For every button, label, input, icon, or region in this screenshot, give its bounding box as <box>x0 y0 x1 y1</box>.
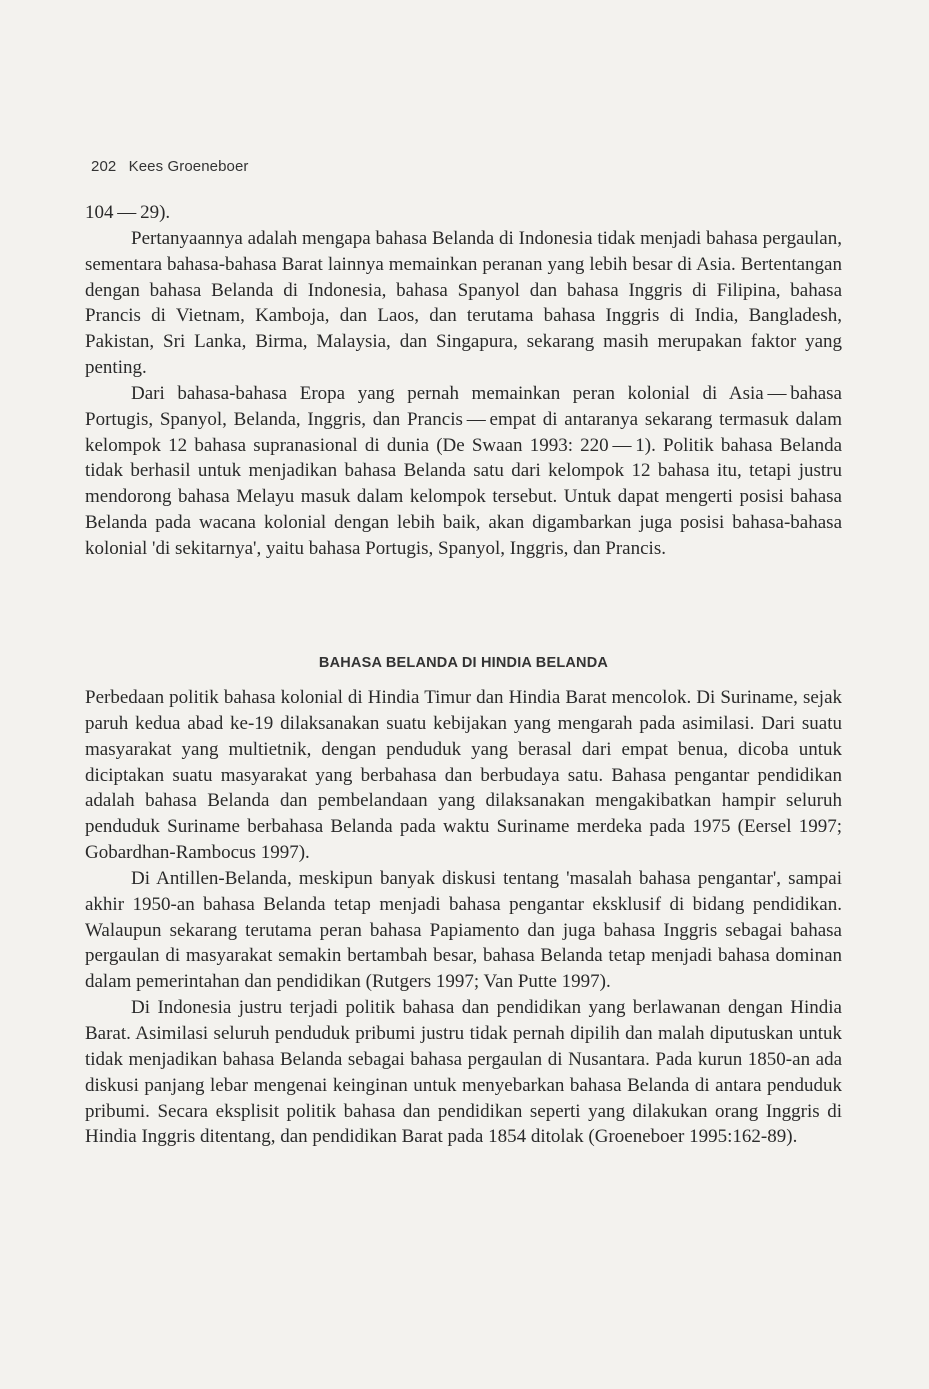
paragraph: Di Antillen-Belanda, meskipun banyak diskusi tentang 'masalah bahasa pengantar', sampai akhir 1950-an bahasa Belanda tetap menjadi bahasa pengantar eksklusif di bidang pendidikan. Walaupun sekarang terutama peran bahasa Papiamento dan juga bahasa Inggris sebagai bahasa pergaulan di masyarakat semakin bertambah besar, bahasa Belanda tetap menjadi bahasa dominan dalam pemerintahan dan pendidikan (Rutgers 1997; Van Putte 1997). <box>85 867 842 993</box>
paragraph: Dari bahasa-bahasa Eropa yang pernah memainkan peran kolonial di Asia — bahasa Portugis, Spanyol, Belanda, Inggris, dan Prancis — empat di antaranya sekarang termasuk dalam kelompok 12 bahasa supranasional di dunia (De Swaan 1993: 220 — 1). Politik bahasa Belanda tidak berhasil untuk menjadikan bahasa Belanda satu dari kelompok 12 bahasa itu, tetapi justru mendorong bahasa Melayu masuk dalam kelompok tersebut. Untuk dapat mengerti posisi bahasa Belanda pada wacana kolonial dengan lebih baik, akan digambarkan juga posisi bahasa-bahasa kolonial 'di sekitarnya', yaitu bahasa Portugis, Spanyol, Inggris, dan Prancis. <box>85 382 842 559</box>
paragraph: Perbedaan politik bahasa kolonial di Hindia Timur dan Hindia Barat mencolok. Di Suriname, sejak paruh kedua abad ke-19 dilaksanakan suatu kebijakan yang mengarah pada asimilasi. Dari suatu masyarakat yang multietnik, dengan penduduk yang berasal dari empat benua, dicoba untuk diciptakan suatu masyarakat yang berbahasa dan berbudaya satu. Bahasa pengantar pendidikan adalah bahasa Belanda dan pembelandaan yang dilaksanakan mengakibatkan hampir seluruh penduduk Suriname berbahasa Belanda pada waktu Suriname merdeka pada 1975 (Eersel 1997; Gobardhan-Rambocus 1997). <box>85 687 842 864</box>
paragraph-continuation: 104 — 29). <box>85 202 171 223</box>
running-head-author: Kees Groeneboer <box>128 158 249 175</box>
paragraph: Di Indonesia justru terjadi politik bahasa dan pendidikan yang berlawanan dengan Hindia Barat. Asimilasi seluruh penduduk pribumi justru tidak pernah dipilih dan malah diputuskan untuk tidak menjadikan bahasa Belanda sebagai bahasa pergaulan di Nusantara. Pada kurun 1850-an ada diskusi panjang lebar mengenai keinginan untuk menyebarkan bahasa Belanda di antara penduduk pribumi. Secara eksplisit politik bahasa dan pendidikan seperti yang dilakukan orang Inggris di Hindia Inggris ditentang, dan pendidikan Barat pada 1854 ditolak (Groeneboer 1995:162-89). <box>85 997 842 1148</box>
body-text-top <box>85 200 842 562</box>
page-number: 202 <box>91 158 117 175</box>
paragraph: Pertanyaannya adalah mengapa bahasa Belanda di Indonesia tidak menjadi bahasa pergaulan, sementara bahasa-bahasa Barat lainnya memainkan peranan yang lebih besar di Asia. Bertentangan dengan bahasa Belanda di Indonesia, bahasa Spanyol dan bahasa Inggris di Filipina, bahasa Prancis di Vietnam, Kamboja, dan Laos, dan terutama bahasa Inggris di India, Bangladesh, Pakistan, Sri Lanka, Birma, Malaysia, dan Singapura, sekarang masih merupakan faktor yang penting. <box>85 227 842 379</box>
body-text-bottom <box>85 685 842 1150</box>
running-head <box>91 158 249 175</box>
section-heading: BAHASA BELANDA DI HINDIA BELANDA <box>318 655 609 671</box>
